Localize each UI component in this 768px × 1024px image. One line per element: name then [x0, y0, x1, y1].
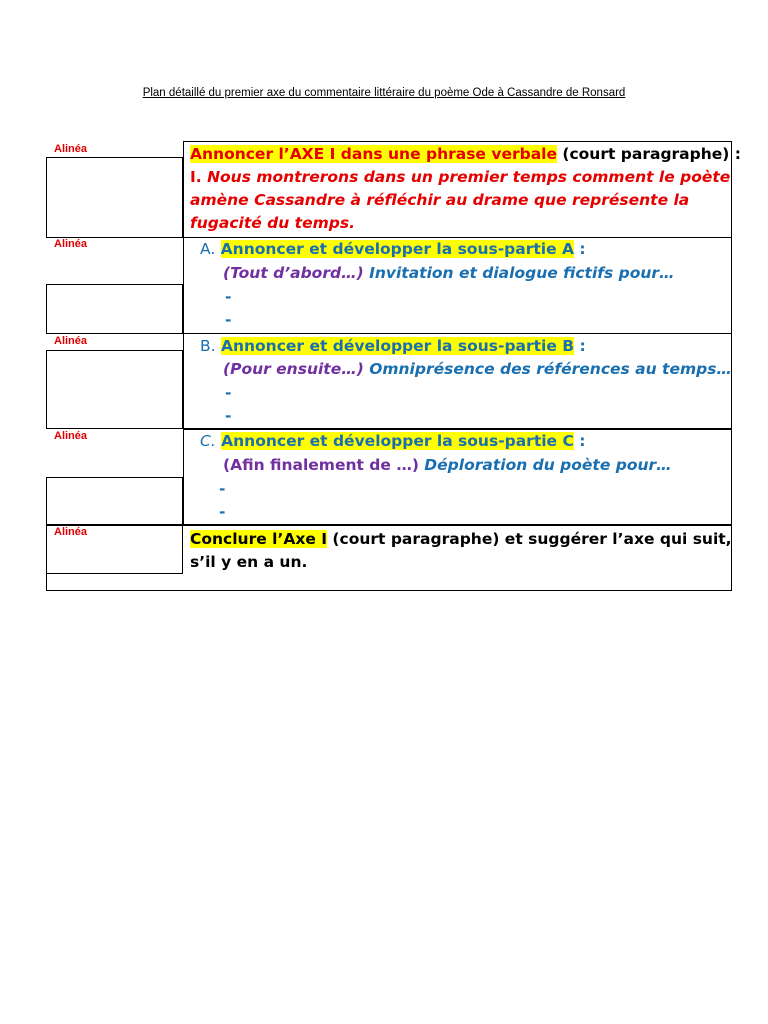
part-b-section	[183, 333, 732, 429]
part-a-connector: (Tout d’abord…)	[223, 264, 364, 282]
alinea-label: Alinéa	[54, 526, 88, 538]
part-c-connector: (Afin finalement de …)	[223, 456, 419, 474]
intro-heading: Annoncer l’AXE I dans une phrase verbale	[190, 145, 557, 163]
part-b-colon: :	[574, 337, 586, 355]
intro-numeral: I.	[190, 168, 208, 186]
part-c-dash: -	[219, 503, 226, 521]
alinea-label: Alinéa	[54, 335, 88, 347]
part-b-connector: (Pour ensuite…)	[223, 360, 364, 378]
intro-line4: fugacité du temps.	[190, 214, 355, 232]
indent-box	[46, 284, 183, 334]
indent-box	[46, 477, 183, 525]
part-b-dash: -	[225, 407, 232, 425]
part-b-heading: Annoncer et développer la sous-partie B	[220, 337, 575, 355]
part-b-letter: B.	[200, 337, 216, 355]
part-a-heading: Annoncer et développer la sous-partie A	[220, 240, 574, 258]
intro-line3: amène Cassandre à réfléchir au drame que représente la	[190, 191, 690, 209]
alinea-label: Alinéa	[54, 238, 88, 250]
conclusion-section	[46, 525, 732, 591]
conclusion-line2: s’il y en a un.	[190, 553, 308, 571]
part-b-detail: Omniprésence des références au temps…	[363, 360, 732, 378]
indent-box	[46, 350, 183, 429]
part-b-dash: -	[225, 384, 232, 402]
part-c-dash: -	[219, 480, 226, 498]
part-c-detail: Déploration du poète pour…	[418, 456, 672, 474]
alinea-label: Alinéa	[54, 143, 88, 155]
intro-line2: Nous montrerons dans un premier temps comment le poète	[207, 168, 731, 186]
alinea-label: Alinéa	[54, 430, 88, 442]
part-a-dash: -	[225, 288, 232, 306]
document-title: Plan détaillé du premier axe du commentaire littéraire du poème Ode à Cassandre de Ronsard	[142, 87, 626, 99]
part-a-section	[183, 237, 732, 334]
conclusion-line1: (court paragraphe) et suggérer l’axe qui suit,	[327, 530, 732, 548]
conclusion-heading: Conclure l’Axe I	[190, 530, 328, 548]
part-a-detail: Invitation et dialogue fictifs pour…	[363, 264, 675, 282]
intro-section	[183, 141, 741, 238]
indent-box	[46, 157, 183, 238]
part-c-section	[183, 429, 732, 525]
part-c-letter: C.	[200, 432, 216, 450]
part-c-colon: :	[573, 432, 586, 450]
part-a-dash: -	[225, 311, 232, 329]
intro-heading-suffix: (court paragraphe) :	[556, 145, 741, 163]
part-a-letter: A.	[200, 240, 216, 258]
part-c-heading: Annoncer et développer la sous-partie C	[221, 432, 574, 450]
part-a-colon: :	[573, 240, 586, 258]
